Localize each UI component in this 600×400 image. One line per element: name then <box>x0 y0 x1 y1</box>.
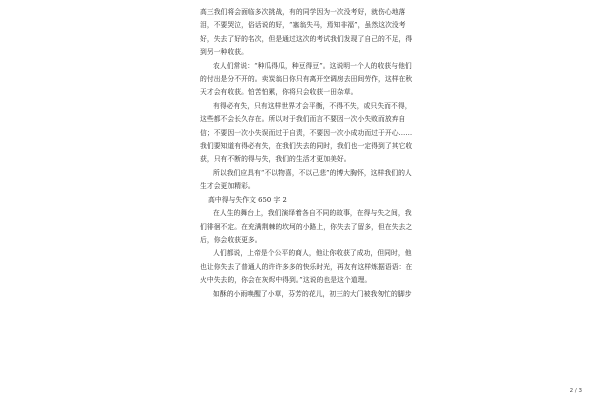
paragraph-3: 有得必有失，只有这样世界才会平衡，不得不失，或只失而不得，这些都不会长久存在。所以对于我们而言不要因一次小失败而放弃自信；不要因一次小失误而过于自责，不要因一次小成功而过于开心……我们要知道有得必有失，在我们失去的同时，我们也一定得到了其它收获，只有不断的得与失，我们的生活才更加美好。 <box>200 101 413 164</box>
paragraph-4: 所以我们应具有“不以物喜，不以己悲”的博大胸怀，这样我们的人生才会更加精彩。 <box>200 168 412 191</box>
paragraph-2: 农人们常说：“种瓜得瓜，种豆得豆”。这说明一个人的收获与他们的付出是分不开的。卖炭翁日你只有离开空调房去田间劳作，这样在秋天才会有收获。怕苦怕累，你将只会收获一田杂草。 <box>200 61 413 97</box>
paragraph-6: 人们都说，上帝是个公平的商人，他让你收获了成功，但同时，他也让你失去了普通人的许许多多的快乐时光，再友有这样炼据语语：在火中失去的，你会在灰烬中得到。”这说的也是这个道理。 <box>200 249 413 285</box>
paragraph-1: 高三我们将会面临多次挑战，有的同学因为一次没考好，就伤心地落泪，不要哭泣，俗话说的好，“塞翁失马，焉知非福”，虽然这次没考好，失去了好的名次，但是通过这次的考试我们发现了自己的不足，得到另一种收获。 <box>200 8 413 57</box>
page-number: 2 / 3 <box>569 388 582 394</box>
section-heading: 高中得与失作文 650 字 2 <box>208 195 287 204</box>
paragraph-5: 在人生的舞台上，我们演绎着各自不同的故事，在得与失之间，我们徘徊不定。在充满荆棘的坎坷的小路上，你失去了留多，但在失去之后，你会收获更多。 <box>200 209 413 244</box>
document-body <box>200 6 415 301</box>
paragraph-7: 如酥的小雨唤醒了小草，芬芳的花儿，初三的大门被我匆忙的脚步 <box>213 289 412 298</box>
